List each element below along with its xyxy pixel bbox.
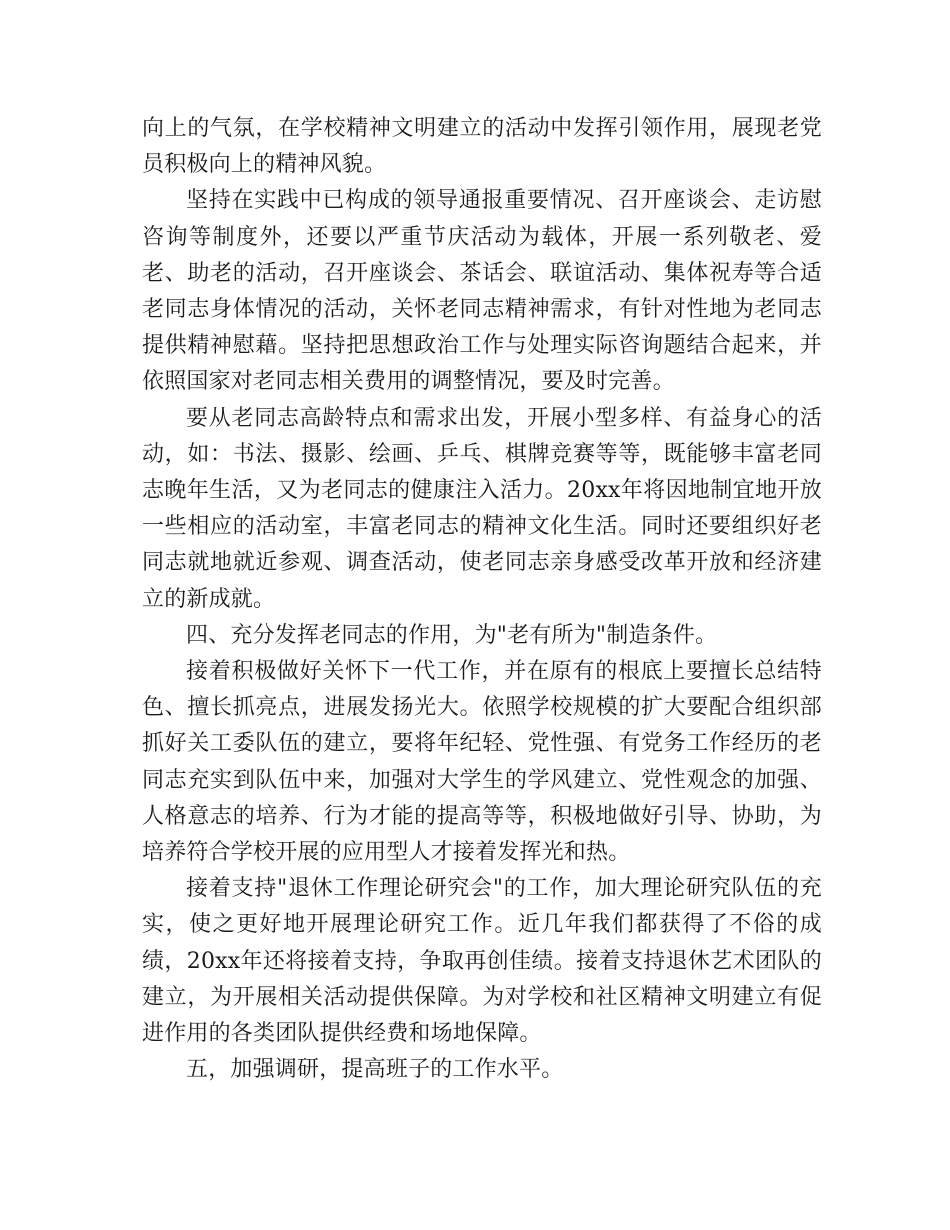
section-heading-5: 五，加强调研，提高班子的工作水平。	[186, 1057, 564, 1083]
paragraph-6: 接着支持"退休工作理论研究会"的工作，加大理论研究队伍的充实，使之更好地开展理论研究工作。近几年我们都获得了不俗的成绩，20xx年还将接着支持，争取再创佳绩。接着支持退休艺术团队的建立，为开展相关活动提供保障。为对学校和社区精神文明建立有促进作用的各类团队提供经费和场地保障。	[142, 876, 822, 1047]
paragraph-3: 要从老同志高龄特点和需求出发，开展小型多样、有益身心的活动，如：书法、摄影、绘画、乒乓、棋牌竞赛等等，既能够丰富老同志晚年生活，又为老同志的健康注入活力。20xx年将因地制宜地开放一些相应的活动室，丰富老同志的精神文化生活。同时还要组织好老同志就地就近参观、调查活动，使老同志亲身感受改革开放和经济建立的新成就。	[142, 405, 822, 612]
paragraph-1: 向上的气氛，在学校精神文明建立的活动中发挥引领作用，展现老党员积极向上的精神风貌。	[142, 116, 822, 178]
paragraph-2: 坚持在实践中已构成的领导通报重要情况、召开座谈会、走访慰咨询等制度外，还要以严重节庆活动为载体，开展一系列敬老、爱老、助老的活动，召开座谈会、茶话会、联谊活动、集体祝寿等合适老同志身体情况的活动，关怀老同志精神需求，有针对性地为老同志提供精神慰藉。坚持把思想政治工作与处理实际咨询题结合起来，并依照国家对老同志相关费用的调整情况，要及时完善。	[142, 188, 822, 395]
document-body	[142, 111, 822, 1088]
paragraph-5: 接着积极做好关怀下一代工作，并在原有的根底上要擅长总结特色、擅长抓亮点，进展发扬光大。依照学校规模的扩大要配合组织部抓好关工委队伍的建立，要将年纪轻、党性强、有党务工作经历的老同志充实到队伍中来，加强对大学生的学风建立、党性观念的加强、人格意志的培养、行为才能的提高等等，积极地做好引导、协助，为培养符合学校开展的应用型人才接着发挥光和热。	[142, 659, 822, 866]
section-heading-4: 四、充分发挥老同志的作用，为"老有所为"制造条件。	[186, 622, 718, 648]
